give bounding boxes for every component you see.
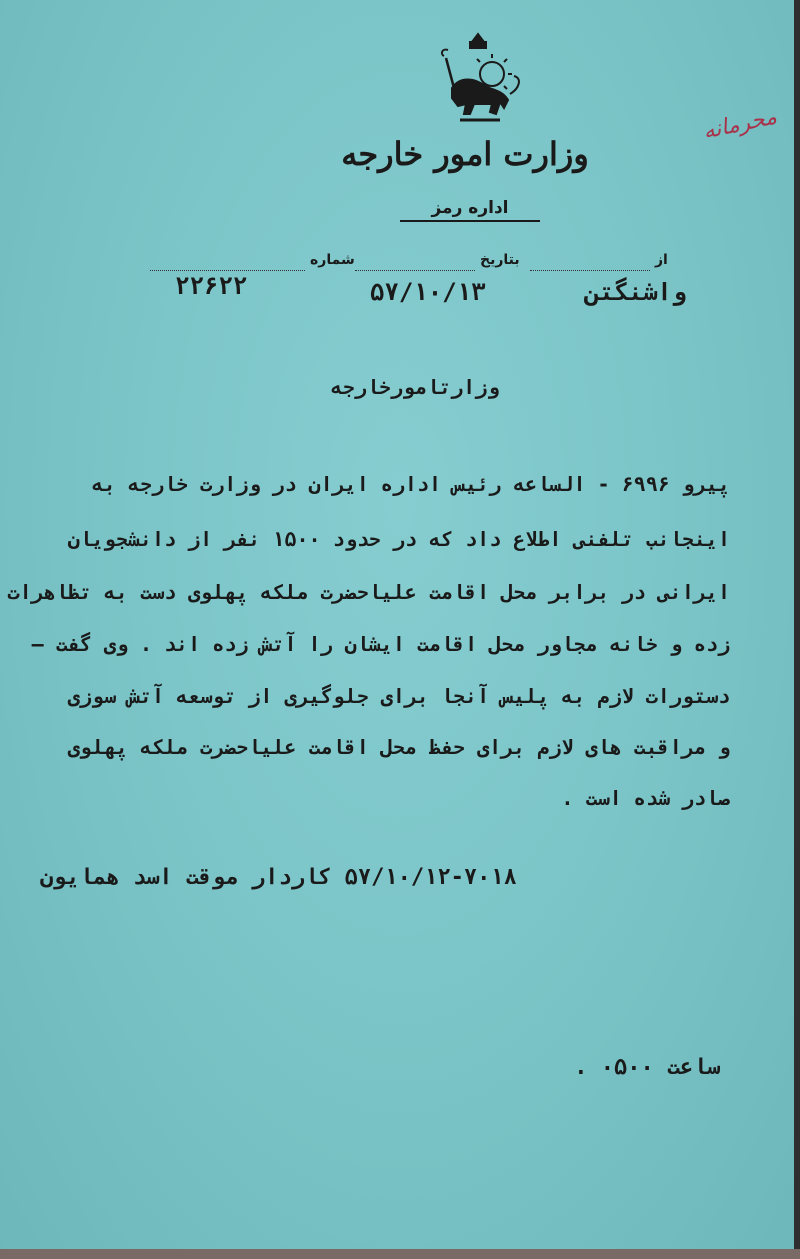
recipient-line: وزارتامورخارجه (330, 375, 500, 399)
date-value: ۵۷/۱۰/۱۳ (370, 278, 486, 306)
confidential-stamp: محرمانه (700, 104, 780, 145)
signature-line: ۵۷/۱۰/۱۲-۷۰۱۸ کاردار موقت اسد همایون (40, 865, 517, 890)
body-line: زده و خانه مجاور محل اقامت ایشان را آتش زده اند . وی گفت — (31, 632, 730, 656)
from-label: از (655, 252, 668, 268)
body-line: پیرو ۶۹۹۶ - الساعه رئیس اداره ایران در وزارت خارجه به (91, 472, 730, 496)
body-line: اینجانب تلفنی اطلاع داد که در حدود ۱۵۰۰ نفر از دانشجویان (67, 527, 730, 551)
body-line: ایرانی در برابر محل اقامت علیاحضرت ملکه پهلوی دست به تظاهرات (7, 580, 730, 604)
from-value: واشنگتن (585, 278, 687, 306)
time-line: ساعت ۰۵۰۰ . (574, 1055, 720, 1080)
number-label: شماره (310, 252, 355, 268)
number-value: ۲۲۶۲۲ (175, 272, 248, 300)
body-line: صادر شده است . (561, 786, 730, 810)
number-dotted-line (150, 270, 305, 271)
page-edge-shadow (794, 0, 800, 1259)
date-label: بتاریخ (480, 252, 520, 268)
body-line: دستورات لازم به پلیس آنجا برای جلوگیری از توسعه آتش سوزی (67, 684, 730, 708)
page-bottom-edge (0, 1249, 800, 1259)
body-line: و مراقبت های لازم برای حفظ محل اقامت علیاحضرت ملکه پهلوی (67, 735, 730, 759)
ministry-title: وزارت امور خارجه (341, 135, 589, 173)
department-title: اداره رمز (400, 198, 540, 222)
from-dotted-line (530, 270, 650, 271)
lion-and-sun-emblem-icon (430, 28, 530, 128)
date-dotted-line (355, 270, 475, 271)
